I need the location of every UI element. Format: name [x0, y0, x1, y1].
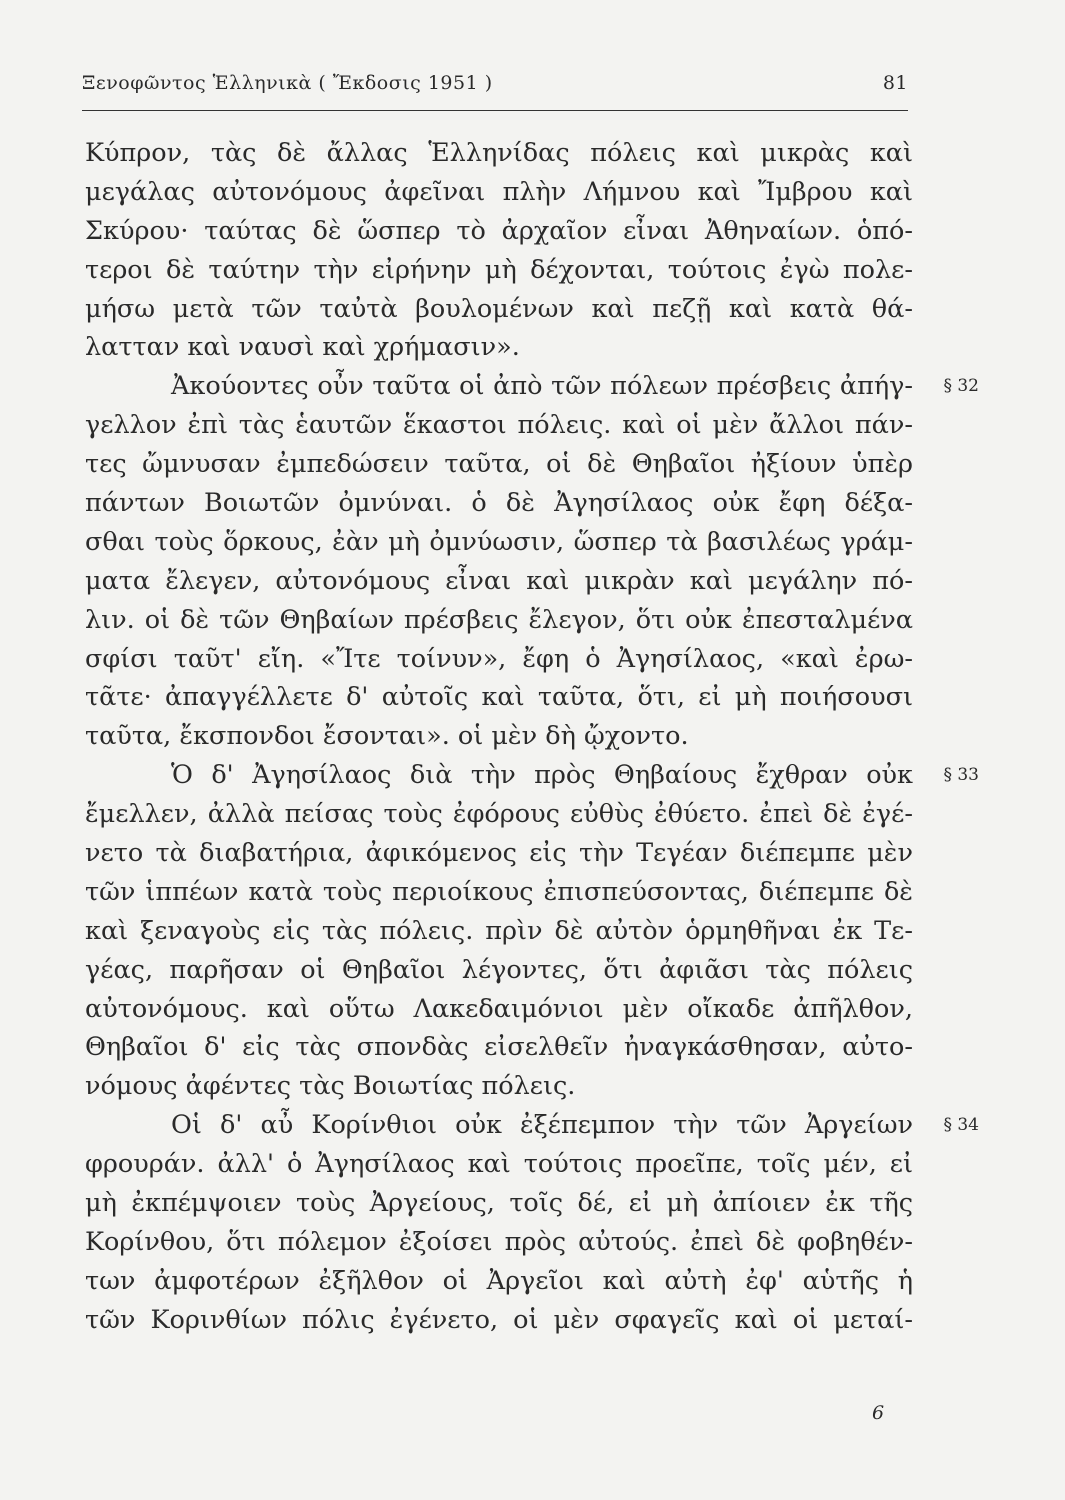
page-number: 81 — [882, 72, 908, 94]
text-line: Ὁ δ' Ἀγησίλαος διὰ τὴν πρὸς Θηβαίους ἔχθραν οὐκ § 33 — [85, 756, 913, 795]
text-line: πάντων Βοιωτῶν ὀμνύναι. ὁ δὲ Ἀγησίλαος οὐκ ἔφη δέξα- — [85, 488, 913, 519]
signature-mark: 6 — [872, 1402, 885, 1424]
text-line: τῶν ἱππέων κατὰ τοὺς περιοίκους ἐπισπεύσοντας, διέπεμπε δὲ — [85, 876, 913, 907]
section-marker: § 33 — [943, 765, 979, 786]
text-line: γελλον ἐπὶ τὰς ἑαυτῶν ἕκαστοι πόλεις. καὶ οἱ μὲν ἄλλοι πάν- — [85, 410, 913, 441]
text-line: σθαι τοὺς ὅρκους, ἐὰν μὴ ὀμνύωσιν, ὥσπερ τὰ βασιλέως γράμ- — [85, 526, 913, 557]
text-line: μήσω μετὰ τῶν ταὐτὰ βουλομένων καὶ πεζῇ καὶ κατὰ θά- — [85, 293, 913, 324]
text-line: λατταν καὶ ναυσὶ καὶ χρήμασιν». — [85, 332, 520, 363]
text-line: καὶ ξεναγοὺς εἰς τὰς πόλεις. πρὶν δὲ αὐτὸν ὁρμηθῆναι ἐκ Τε- — [85, 915, 913, 946]
text-line: λιν. οἱ δὲ τῶν Θηβαίων πρέσβεις ἔλεγον, ὅτι οὐκ ἐπεσταλμένα — [85, 604, 913, 635]
text-line: Σκύρου· ταύτας δὲ ὥσπερ τὸ ἀρχαῖον εἶναι Ἀθηναίων. ὁπό- — [85, 215, 913, 246]
text-line: μεγάλας αὐτονόμους ἀφεῖναι πλὴν Λήμνου καὶ Ἴμβρου καὶ — [85, 176, 913, 207]
text-line: Οἱ δ' αὖ Κορίνθιοι οὐκ ἐξέπεμπον τὴν τῶν Ἀργείων § 34 — [85, 1106, 913, 1145]
text-line: τᾶτε· ἀπαγγέλλετε δ' αὐτοῖς καὶ ταῦτα, ὅτι, εἰ μὴ ποιήσουσι — [85, 682, 913, 713]
section-marker: § 34 — [943, 1115, 979, 1136]
text-line: γέας, παρῆσαν οἱ Θηβαῖοι λέγοντες, ὅτι ἀφιᾶσι τὰς πόλεις — [85, 954, 913, 985]
section-marker: § 32 — [943, 376, 979, 397]
text-line: Ἀκούοντες οὖν ταῦτα οἱ ἀπὸ τῶν πόλεων πρέσβεις ἀπήγ- § 32 — [85, 367, 913, 406]
text-line: αὐτονόμους. καὶ οὕτω Λακεδαιμόνιοι μὲν οἴκαδε ἀπῆλθον, — [85, 993, 913, 1024]
text-line: ματα ἔλεγεν, αὐτονόμους εἶναι καὶ μικρὰν καὶ μεγάλην πό- — [85, 565, 913, 596]
text-line: νετο τὰ διαβατήρια, ἀφικόμενος εἰς τὴν Τεγέαν διέπεμπε μὲν — [85, 838, 913, 869]
text-line: νόμους ἀφέντες τὰς Βοιωτίας πόλεις. — [85, 1071, 576, 1102]
text-line: τες ὤμνυσαν ἐμπεδώσειν ταῦτα, οἱ δὲ Θηβαῖοι ἠξίουν ὑπὲρ — [85, 449, 913, 480]
text-line: των ἀμφοτέρων ἐξῆλθον οἱ Ἀργεῖοι καὶ αὐτὴ ἐφ' αὑτῆς ἡ — [85, 1265, 913, 1296]
text-line: τεροι δὲ ταύτην τὴν εἰρήνην μὴ δέχονται, τούτοις ἐγὼ πολε- — [85, 254, 913, 285]
text-line: Κορίνθου, ὅτι πόλεμον ἐξοίσει πρὸς αὐτούς. ἐπεὶ δὲ φοβηθέν- — [85, 1226, 913, 1257]
text-line: Θηβαῖοι δ' εἰς τὰς σπονδὰς εἰσελθεῖν ἠναγκάσθησαν, αὐτο- — [85, 1032, 913, 1063]
text-body — [85, 134, 979, 1340]
text-line: ἔμελλεν, ἀλλὰ πείσας τοὺς ἐφόρους εὐθὺς ἐθύετο. ἐπεὶ δὲ ἐγέ- — [85, 799, 913, 830]
running-title: Ξενοφῶντος Ἑλληνικὰ ( Ἔκδοσις 1951 ) — [82, 72, 493, 94]
text-line: μὴ ἐκπέμψοιεν τοὺς Ἀργείους, τοῖς δέ, εἰ μὴ ἀπίοιεν ἐκ τῆς — [85, 1188, 913, 1219]
text-line: σφίσι ταῦτ' εἴη. «Ἴτε τοίνυν», ἔφη ὁ Ἀγησίλαος, «καὶ ἐρω- — [85, 643, 913, 674]
text-line: φρουράν. ἀλλ' ὁ Ἀγησίλαος καὶ τούτοις προεῖπε, τοῖς μέν, εἰ — [85, 1149, 913, 1180]
text-line: τῶν Κορινθίων πόλις ἐγένετο, οἱ μὲν σφαγεῖς καὶ οἱ μεταί- — [85, 1304, 913, 1335]
header-rule — [82, 110, 908, 111]
text-line: Κύπρον, τὰς δὲ ἄλλας Ἑλληνίδας πόλεις καὶ μικρὰς καὶ — [85, 138, 913, 168]
running-header — [82, 72, 908, 94]
text-line: ταῦτα, ἔκσπονδοι ἔσονται». οἱ μὲν δὴ ᾤχοντο. — [85, 721, 689, 752]
